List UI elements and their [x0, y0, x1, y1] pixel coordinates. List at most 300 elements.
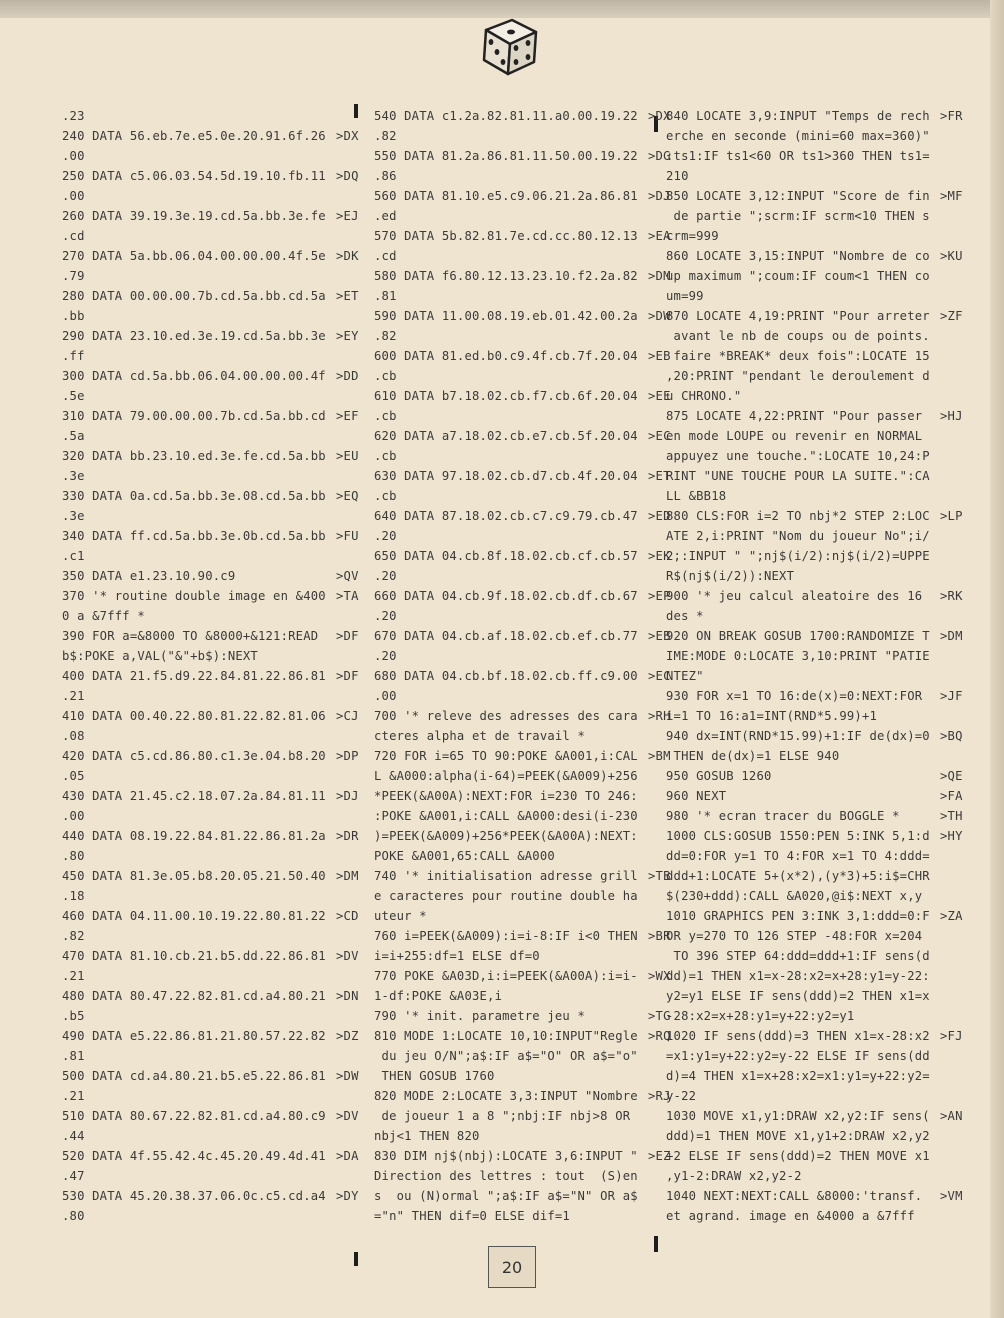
code-text: 250 DATA c5.06.03.54.5d.19.10.fb.11 [62, 169, 326, 183]
code-text: ="n" THEN dif=0 ELSE dif=1 [374, 1209, 570, 1223]
code-text: .5a [62, 429, 85, 443]
code-line [62, 766, 362, 786]
code-text: 980 '* ecran tracer du BOGGLE * [666, 809, 900, 823]
checksum-code: >DM [336, 869, 359, 883]
code-line [666, 226, 966, 246]
code-line [62, 946, 362, 966]
code-text: 820 MODE 2:LOCATE 3,3:INPUT "Nombre [374, 1089, 638, 1103]
code-line [666, 346, 966, 366]
code-text: 240 DATA 56.eb.7e.e5.0e.20.91.6f.26 [62, 129, 326, 143]
checksum-code: >ED [648, 509, 671, 523]
code-text: 260 DATA 39.19.3e.19.cd.5a.bb.3e.fe [62, 209, 326, 223]
code-line [666, 266, 966, 286]
checksum-code: >DN [336, 989, 359, 1003]
code-line [62, 366, 362, 386]
code-line [62, 646, 362, 666]
code-text: 920 ON BREAK GOSUB 1700:RANDOMIZE T [666, 629, 930, 643]
code-line [62, 926, 362, 946]
code-text: )=PEEK(&A009)+256*PEEK(&A00A):NEXT: [374, 829, 638, 843]
code-text: .cb [374, 449, 397, 463]
code-line [62, 186, 362, 206]
code-text: e caracteres pour routine double ha [374, 889, 638, 903]
code-text: .81 [62, 1049, 85, 1063]
code-line [374, 906, 674, 926]
code-line [62, 1146, 362, 1166]
checksum-code: >EZ [648, 1149, 671, 1163]
code-line [666, 326, 966, 346]
code-line [666, 466, 966, 486]
code-text: .00 [62, 189, 85, 203]
code-text: ,20:PRINT "pendant le deroulement d [666, 369, 930, 383]
code-line [374, 1106, 674, 1126]
code-text: THEN de(dx)=1 ELSE 940 [666, 749, 840, 763]
code-line [374, 366, 674, 386]
code-line [374, 646, 674, 666]
checksum-code: >TH [940, 809, 963, 823]
checksum-code: >TG [648, 1009, 671, 1023]
code-line [666, 586, 966, 606]
code-text: appuyez une touche.":LOCATE 10,24:P [666, 449, 930, 463]
code-text: dd)=1 THEN x1=x-28:x2=x+28:y1=y-22: [666, 969, 930, 983]
code-text: .81 [374, 289, 397, 303]
checksum-code: >EA [648, 229, 671, 243]
code-text: .ff [62, 349, 85, 363]
code-line [666, 886, 966, 906]
code-text: .cb [374, 369, 397, 383]
code-line [374, 986, 674, 1006]
code-line [666, 966, 966, 986]
code-text: du jeu O/N";a$:IF a$="O" OR a$="o" [374, 1049, 638, 1063]
code-text: .cb [374, 489, 397, 503]
code-line [666, 206, 966, 226]
code-line [666, 246, 966, 266]
code-text: 600 DATA 81.ed.b0.c9.4f.cb.7f.20.04 [374, 349, 638, 363]
code-line [374, 566, 674, 586]
checksum-code: >EP [648, 589, 671, 603]
code-line [666, 1086, 966, 1106]
code-text: 660 DATA 04.cb.9f.18.02.cb.df.cb.67 [374, 589, 638, 603]
code-line [374, 606, 674, 626]
code-text: .00 [62, 149, 85, 163]
code-text: 350 DATA e1.23.10.90.c9 [62, 569, 236, 583]
code-line [374, 1066, 674, 1086]
checksum-code: >EY [336, 329, 359, 343]
code-line [62, 326, 362, 346]
code-line [666, 406, 966, 426]
code-line [62, 966, 362, 986]
code-text: i=1 TO 16:a1=INT(RND*5.99)+1 [666, 709, 878, 723]
checksum-code: >FA [940, 789, 963, 803]
code-text: .20 [374, 609, 397, 623]
code-line [62, 506, 362, 526]
code-text: RINT "UNE TOUCHE POUR LA SUITE.":CA [666, 469, 930, 483]
checksum-code: >BR [648, 929, 671, 943]
checksum-code: >EU [336, 449, 359, 463]
code-text: R$(nj$(i/2)):NEXT [666, 569, 795, 583]
listing-column-1 [62, 106, 362, 1226]
code-line [374, 126, 674, 146]
code-line [62, 746, 362, 766]
code-line [374, 1046, 674, 1066]
code-text: 430 DATA 21.45.c2.18.07.2a.84.81.11 [62, 789, 326, 803]
code-text: .20 [374, 649, 397, 663]
checksum-code: >CD [336, 909, 359, 923]
code-text: 610 DATA b7.18.02.cb.f7.cb.6f.20.04 [374, 389, 638, 403]
code-text: 300 DATA cd.5a.bb.06.04.00.00.00.4f [62, 369, 326, 383]
code-line [374, 826, 674, 846]
checksum-code: >DD [336, 369, 359, 383]
code-text: 460 DATA 04.11.00.10.19.22.80.81.22 [62, 909, 326, 923]
code-text: 830 DIM nj$(nbj):LOCATE 3,6:INPUT " [374, 1149, 638, 1163]
code-line [374, 306, 674, 326]
code-line [374, 706, 674, 726]
code-text: ,y1-2:DRAW x2,y2-2 [666, 1169, 802, 1183]
code-line [374, 346, 674, 366]
code-text: 520 DATA 4f.55.42.4c.45.20.49.4d.41 [62, 1149, 326, 1163]
code-line [374, 626, 674, 646]
checksum-code: >QV [336, 569, 359, 583]
code-text: LL &BB18 [666, 489, 727, 503]
code-line [374, 1126, 674, 1146]
code-line [666, 1146, 966, 1166]
code-text: 700 '* releve des adresses des cara [374, 709, 638, 723]
code-line [62, 786, 362, 806]
code-text: .3e [62, 509, 85, 523]
code-text: 1040 NEXT:NEXT:CALL &8000:'transf. [666, 1189, 923, 1203]
code-text: ddd)=1 THEN MOVE x1,y1+2:DRAW x2,y2 [666, 1129, 930, 1143]
code-line [666, 146, 966, 166]
checksum-code: >DX [648, 109, 671, 123]
code-text: 550 DATA 81.2a.86.81.11.50.00.19.22 [374, 149, 638, 163]
checksum-code: >EB [648, 349, 671, 363]
code-line [374, 446, 674, 466]
checksum-code: >DG [648, 149, 671, 163]
code-text: .23 [62, 109, 85, 123]
checksum-code: >DK [336, 249, 359, 263]
code-line [666, 986, 966, 1006]
code-text: THEN GOSUB 1760 [374, 1069, 495, 1083]
code-line [666, 546, 966, 566]
code-text: crm=999 [666, 229, 719, 243]
code-text: up maximum ";coum:IF coum<1 THEN co [666, 269, 930, 283]
code-text: .cd [374, 249, 397, 263]
checksum-code: >DW [648, 309, 671, 323]
code-line [62, 1046, 362, 1066]
code-text: 320 DATA bb.23.10.ed.3e.fe.cd.5a.bb [62, 449, 326, 463]
code-text: .82 [374, 329, 397, 343]
code-line [62, 846, 362, 866]
code-text: 530 DATA 45.20.38.37.06.0c.c5.cd.a4 [62, 1189, 326, 1203]
code-line [374, 886, 674, 906]
code-text: :POKE &A001,i:CALL &A000:desi(i-230 [374, 809, 638, 823]
code-text: .86 [374, 169, 397, 183]
code-line [666, 1186, 966, 1206]
checksum-code: >DQ [336, 169, 359, 183]
checksum-code: >RQ [648, 1029, 671, 1043]
checksum-code: >DA [336, 1149, 359, 1163]
code-text: 560 DATA 81.10.e5.c9.06.21.2a.86.81 [374, 189, 638, 203]
code-line [374, 1166, 674, 1186]
code-line [374, 866, 674, 886]
code-line [62, 1066, 362, 1086]
code-line [374, 406, 674, 426]
checksum-code: >LP [940, 509, 963, 523]
code-text: .21 [62, 689, 85, 703]
code-text: 480 DATA 80.47.22.82.81.cd.a4.80.21 [62, 989, 326, 1003]
code-text: .ed [374, 209, 397, 223]
code-line [62, 546, 362, 566]
code-line [666, 306, 966, 326]
checksum-code: >KU [940, 249, 963, 263]
checksum-code: >DR [336, 829, 359, 843]
code-line [62, 1006, 362, 1026]
code-line [62, 806, 362, 826]
code-line [62, 486, 362, 506]
code-text: 760 i=PEEK(&A009):i=i-8:IF i<0 THEN [374, 929, 638, 943]
code-line [62, 1086, 362, 1106]
code-line [666, 606, 966, 626]
code-line [62, 406, 362, 426]
checksum-code: >VM [940, 1189, 963, 1203]
code-line [666, 826, 966, 846]
code-text: .79 [62, 269, 85, 283]
code-line [666, 1206, 966, 1226]
code-line [374, 586, 674, 606]
checksum-code: >FU [336, 529, 359, 543]
code-text: =x1:y1=y+22:y2=y-22 ELSE IF sens(dd [666, 1049, 930, 1063]
page-edge-shadow [990, 0, 1004, 1318]
code-line [62, 446, 362, 466]
code-text: .3e [62, 469, 85, 483]
code-text: Direction des lettres : tout (S)en [374, 1169, 638, 1183]
code-line [666, 946, 966, 966]
code-line [62, 666, 362, 686]
code-line [666, 106, 966, 126]
code-text: .cb [374, 409, 397, 423]
checksum-code: >DP [336, 749, 359, 763]
code-line [62, 526, 362, 546]
checksum-code: >DV [336, 1109, 359, 1123]
code-line [62, 686, 362, 706]
code-line [62, 166, 362, 186]
code-text: .00 [374, 689, 397, 703]
code-line [374, 966, 674, 986]
code-line [374, 746, 674, 766]
code-text: .44 [62, 1129, 85, 1143]
code-line [374, 426, 674, 446]
code-line [62, 906, 362, 926]
column-separator-left-bottom [354, 1252, 358, 1266]
checksum-code: >EQ [336, 489, 359, 503]
checksum-code: >WX [648, 969, 671, 983]
code-line [374, 326, 674, 346]
code-text: NTEZ" [666, 669, 704, 683]
code-text: 500 DATA cd.a4.80.21.b5.e5.22.86.81 [62, 1069, 326, 1083]
code-text: 2;:INPUT " ";nj$(i/2):nj$(i/2)=UPPE [666, 549, 930, 563]
code-line [374, 226, 674, 246]
code-text: .05 [62, 769, 85, 783]
code-line [374, 146, 674, 166]
code-text: 850 LOCATE 3,12:INPUT "Score de fin [666, 189, 930, 203]
code-line [62, 206, 362, 226]
code-line [62, 1166, 362, 1186]
code-line [666, 766, 966, 786]
code-text: y2=y1 ELSE IF sens(ddd)=2 THEN x1=x [666, 989, 930, 1003]
checksum-code: >EK [648, 549, 671, 563]
code-line [666, 126, 966, 146]
code-line [62, 1186, 362, 1206]
code-line [62, 566, 362, 586]
code-text: .5e [62, 389, 85, 403]
code-line [374, 846, 674, 866]
code-text: en mode LOUPE ou revenir en NORMAL [666, 429, 923, 443]
checksum-code: >DM [940, 629, 963, 643]
code-line [666, 566, 966, 586]
code-text: .82 [62, 929, 85, 943]
code-text: .21 [62, 969, 85, 983]
code-line [666, 366, 966, 386]
checksum-code: >QE [940, 769, 963, 783]
code-line [62, 286, 362, 306]
code-text: 770 POKE &A03D,i:i=PEEK(&A00A):i=i- [374, 969, 638, 983]
code-line [62, 1106, 362, 1126]
code-text: IME:MODE 0:LOCATE 3,10:PRINT "PATIE [666, 649, 930, 663]
code-text: 900 '* jeu calcul aleatoire des 16 [666, 589, 923, 603]
code-text: erche en seconde (mini=60 max=360)" [666, 129, 930, 143]
code-text: 950 GOSUB 1260 [666, 769, 772, 783]
code-line [62, 1126, 362, 1146]
checksum-code: >DF [336, 629, 359, 643]
code-text: s ou (N)ormal ";a$:IF a$="N" OR a$ [374, 1189, 638, 1203]
code-line [666, 926, 966, 946]
checksum-code: >ZA [940, 909, 963, 923]
checksum-code: >RJ [648, 1089, 671, 1103]
code-text: 210 [666, 169, 689, 183]
code-text: 650 DATA 04.cb.8f.18.02.cb.cf.cb.57 [374, 549, 638, 563]
code-text: 290 DATA 23.10.ed.3e.19.cd.5a.bb.3e [62, 329, 326, 343]
checksum-code: >TB [648, 869, 671, 883]
code-line [666, 1166, 966, 1186]
code-text: 420 DATA c5.cd.86.80.c1.3e.04.b8.20 [62, 749, 326, 763]
code-text: ddd+1:LOCATE 5+(x*2),(y*3)+5:i$=CHR [666, 869, 930, 883]
code-line [374, 1186, 674, 1206]
code-line [666, 486, 966, 506]
code-text: TO 396 STEP 64:ddd=ddd+1:IF sens(d [666, 949, 930, 963]
code-text: *PEEK(&A00A):NEXT:FOR i=230 TO 246: [374, 789, 638, 803]
code-text: .cd [62, 229, 85, 243]
checksum-code: >DX [336, 129, 359, 143]
code-line [374, 186, 674, 206]
code-line [62, 146, 362, 166]
code-text: +2 ELSE IF sens(ddd)=2 THEN MOVE x1 [666, 1149, 930, 1163]
code-text: 410 DATA 00.40.22.80.81.22.82.81.06 [62, 709, 326, 723]
code-text: 280 DATA 00.00.00.7b.cd.5a.bb.cd.5a [62, 289, 326, 303]
code-line [666, 646, 966, 666]
code-text: 940 dx=INT(RND*15.99)+1:IF de(dx)=0 [666, 729, 930, 743]
code-line [374, 926, 674, 946]
code-text: ATE 2,i:PRINT "Nom du joueur No";i/ [666, 529, 930, 543]
code-text: 640 DATA 87.18.02.cb.c7.c9.79.cb.47 [374, 509, 638, 523]
checksum-code: >ET [336, 289, 359, 303]
code-text: .b5 [62, 1009, 85, 1023]
code-text: u CHRONO." [666, 389, 742, 403]
checksum-code: >MF [940, 189, 963, 203]
code-text: 630 DATA 97.18.02.cb.d7.cb.4f.20.04 [374, 469, 638, 483]
code-line [374, 686, 674, 706]
code-text: 270 DATA 5a.bb.06.04.00.00.00.4f.5e [62, 249, 326, 263]
code-text: OR y=270 TO 126 STEP -48:FOR x=204 [666, 929, 923, 943]
code-text: 870 LOCATE 4,19:PRINT "Pour arreter [666, 309, 930, 323]
code-text: 790 '* init. parametre jeu * [374, 1009, 586, 1023]
checksum-code: >DZ [336, 1029, 359, 1043]
code-line [374, 106, 674, 126]
checksum-code: >AN [940, 1109, 963, 1123]
code-line [62, 1206, 362, 1226]
dice-icon [472, 14, 544, 78]
code-line [374, 526, 674, 546]
code-line [374, 666, 674, 686]
checksum-code: >DJ [336, 789, 359, 803]
code-text: 960 NEXT [666, 789, 727, 803]
code-text: .bb [62, 309, 85, 323]
code-text: y-22 [666, 1089, 697, 1103]
code-line [666, 866, 966, 886]
code-text: um=99 [666, 289, 704, 303]
code-text: 0 a &7fff * [62, 609, 145, 623]
code-line [374, 726, 674, 746]
code-line [62, 706, 362, 726]
code-text: 880 CLS:FOR i=2 TO nbj*2 STEP 2:LOC [666, 509, 930, 523]
code-text: faire *BREAK* deux fois":LOCATE 15 [666, 349, 930, 363]
code-line [62, 866, 362, 886]
code-text: 1020 IF sens(ddd)=3 THEN x1=x-28:x2 [666, 1029, 930, 1043]
code-line [666, 1106, 966, 1126]
code-text: avant le nb de coups ou de points. [666, 329, 930, 343]
code-text: nbj<1 THEN 820 [374, 1129, 480, 1143]
code-text: -28:x2=x+28:y1=y+22:y2=y1 [666, 1009, 855, 1023]
code-text: :ts1:IF ts1<60 OR ts1>360 THEN ts1= [666, 149, 930, 163]
code-text: 930 FOR x=1 TO 16:de(x)=0:NEXT:FOR [666, 689, 923, 703]
code-line [666, 1026, 966, 1046]
code-line [374, 166, 674, 186]
code-line [374, 786, 674, 806]
code-line [666, 906, 966, 926]
checksum-code: >EE [648, 389, 671, 403]
code-line [374, 1206, 674, 1226]
code-line [62, 426, 362, 446]
code-line [62, 226, 362, 246]
code-line [62, 1026, 362, 1046]
code-line [666, 186, 966, 206]
code-text: 490 DATA e5.22.86.81.21.80.57.22.82 [62, 1029, 326, 1043]
listing-column-3 [666, 106, 966, 1226]
checksum-code: >BQ [940, 729, 963, 743]
checksum-code: >CJ [336, 709, 359, 723]
code-line [374, 946, 674, 966]
code-line [374, 246, 674, 266]
checksum-code: >EJ [336, 209, 359, 223]
checksum-code: >FJ [940, 1029, 963, 1043]
checksum-code: >HJ [940, 409, 963, 423]
code-line [62, 306, 362, 326]
code-line [374, 1026, 674, 1046]
code-line [62, 266, 362, 286]
code-text: .00 [62, 809, 85, 823]
checksum-code: >DV [336, 949, 359, 963]
checksum-code: >EF [336, 409, 359, 423]
checksum-code: >DW [336, 1069, 359, 1083]
code-text: .20 [374, 529, 397, 543]
